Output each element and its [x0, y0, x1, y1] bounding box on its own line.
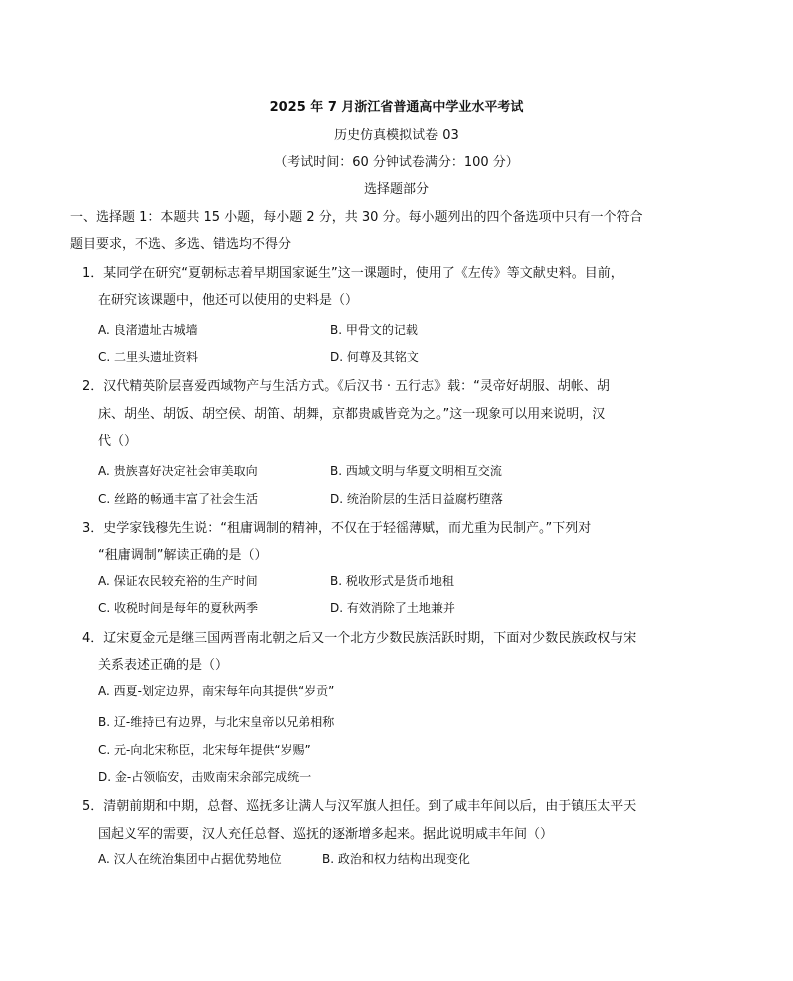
question-2-option-c: C. 丝路的畅通丰富了社会生活	[98, 492, 259, 506]
question-1-option-c: C. 二里头遗址资料	[98, 350, 199, 364]
question-1-stem: 1．某同学在研究“夏朝标志着早期国家诞生”这一课题时，使用了《左传》等文献史料。目前，	[82, 266, 624, 281]
question-3-stem: 3．史学家钱穆先生说：“租庸调制的精神，不仅在于轻徭薄赋，而尤重为民制产。”下列对	[82, 521, 592, 536]
question-3-option-d: D. 有效消除了土地兼并	[330, 601, 455, 615]
question-3-stem: “租庸调制”解读正确的是（）	[98, 548, 268, 563]
question-3-option-a: A. 保证农民较充裕的生产时间	[98, 574, 258, 588]
question-5-stem: 国起义军的需要，汉人充任总督、巡抚的逐渐增多起来。据此说明咸丰年间（）	[98, 827, 554, 842]
question-4-stem: 4．辽宋夏金元是继三国两晋南北朝之后又一个北方少数民族活跃时期，下面对少数民族政权与宋	[82, 631, 637, 646]
part-heading: 选择题部分	[363, 182, 429, 197]
question-1-option-a: A. 良渚遗址古城墙	[98, 323, 198, 337]
question-2-stem: 代（）	[98, 434, 138, 449]
question-2-option-b: B. 西域文明与华夏文明相互交流	[330, 464, 502, 478]
question-2-option-a: A. 贵族喜好决定社会审美取向	[98, 464, 258, 478]
question-3-option-c: C. 收税时间是每年的夏秋两季	[98, 601, 259, 615]
question-2-option-d: D. 统治阶层的生活日益腐朽堕落	[330, 492, 503, 506]
question-2-stem: 2．汉代精英阶层喜爱西域物产与生活方式。《后汉书 · 五行志》载：“灵帝好胡服、胡帐、胡	[82, 379, 610, 394]
question-5-option-b: B. 政治和权力结构出现变化	[322, 852, 470, 866]
question-5-option-a: A. 汉人在统治集团中占据优势地位	[98, 852, 282, 866]
question-4-option-c: C. 元-向北宋称臣，北宋每年提供“岁赐”	[98, 743, 311, 757]
question-5-stem: 5．清朝前期和中期，总督、巡抚多让满人与汉军旗人担任。到了咸丰年间以后，由于镇压太平天	[82, 799, 637, 814]
question-1-option-b: B. 甲骨文的记载	[330, 323, 418, 337]
question-4-option-a: A. 西夏-划定边界，南宋每年向其提供“岁贡”	[98, 684, 335, 698]
question-4-option-b: B. 辽-维持已有边界，与北宋皇帝以兄弟相称	[98, 715, 335, 729]
question-2-stem: 床、胡坐、胡饭、胡空侯、胡笛、胡舞，京都贵戚皆竞为之。”这一现象可以用来说明，汉	[98, 407, 606, 422]
question-1-stem: 在研究该课题中，他还可以使用的史料是（）	[98, 293, 359, 308]
question-3-option-b: B. 税收形式是货币地租	[330, 574, 454, 588]
exam-title: 2025 年 7 月浙江省普通高中学业水平考试	[269, 100, 524, 115]
section-intro-line: 题目要求，不选、多选、错选均不得分	[70, 237, 292, 252]
question-1-option-d: D. 何尊及其铭文	[330, 350, 419, 364]
question-4-option-d: D. 金-占领临安，击败南宋余部完成统一	[98, 770, 312, 784]
question-4-stem: 关系表述正确的是（）	[98, 658, 229, 673]
section-intro-line: 一、选择题 1：本题共 15 小题，每小题 2 分，共 30 分。每小题列出的四个备选项中只有一个符合	[70, 210, 643, 225]
exam-info: （考试时间：60 分钟试卷满分：100 分）	[274, 155, 519, 170]
exam-subtitle: 历史仿真模拟试卷 03	[334, 128, 459, 143]
